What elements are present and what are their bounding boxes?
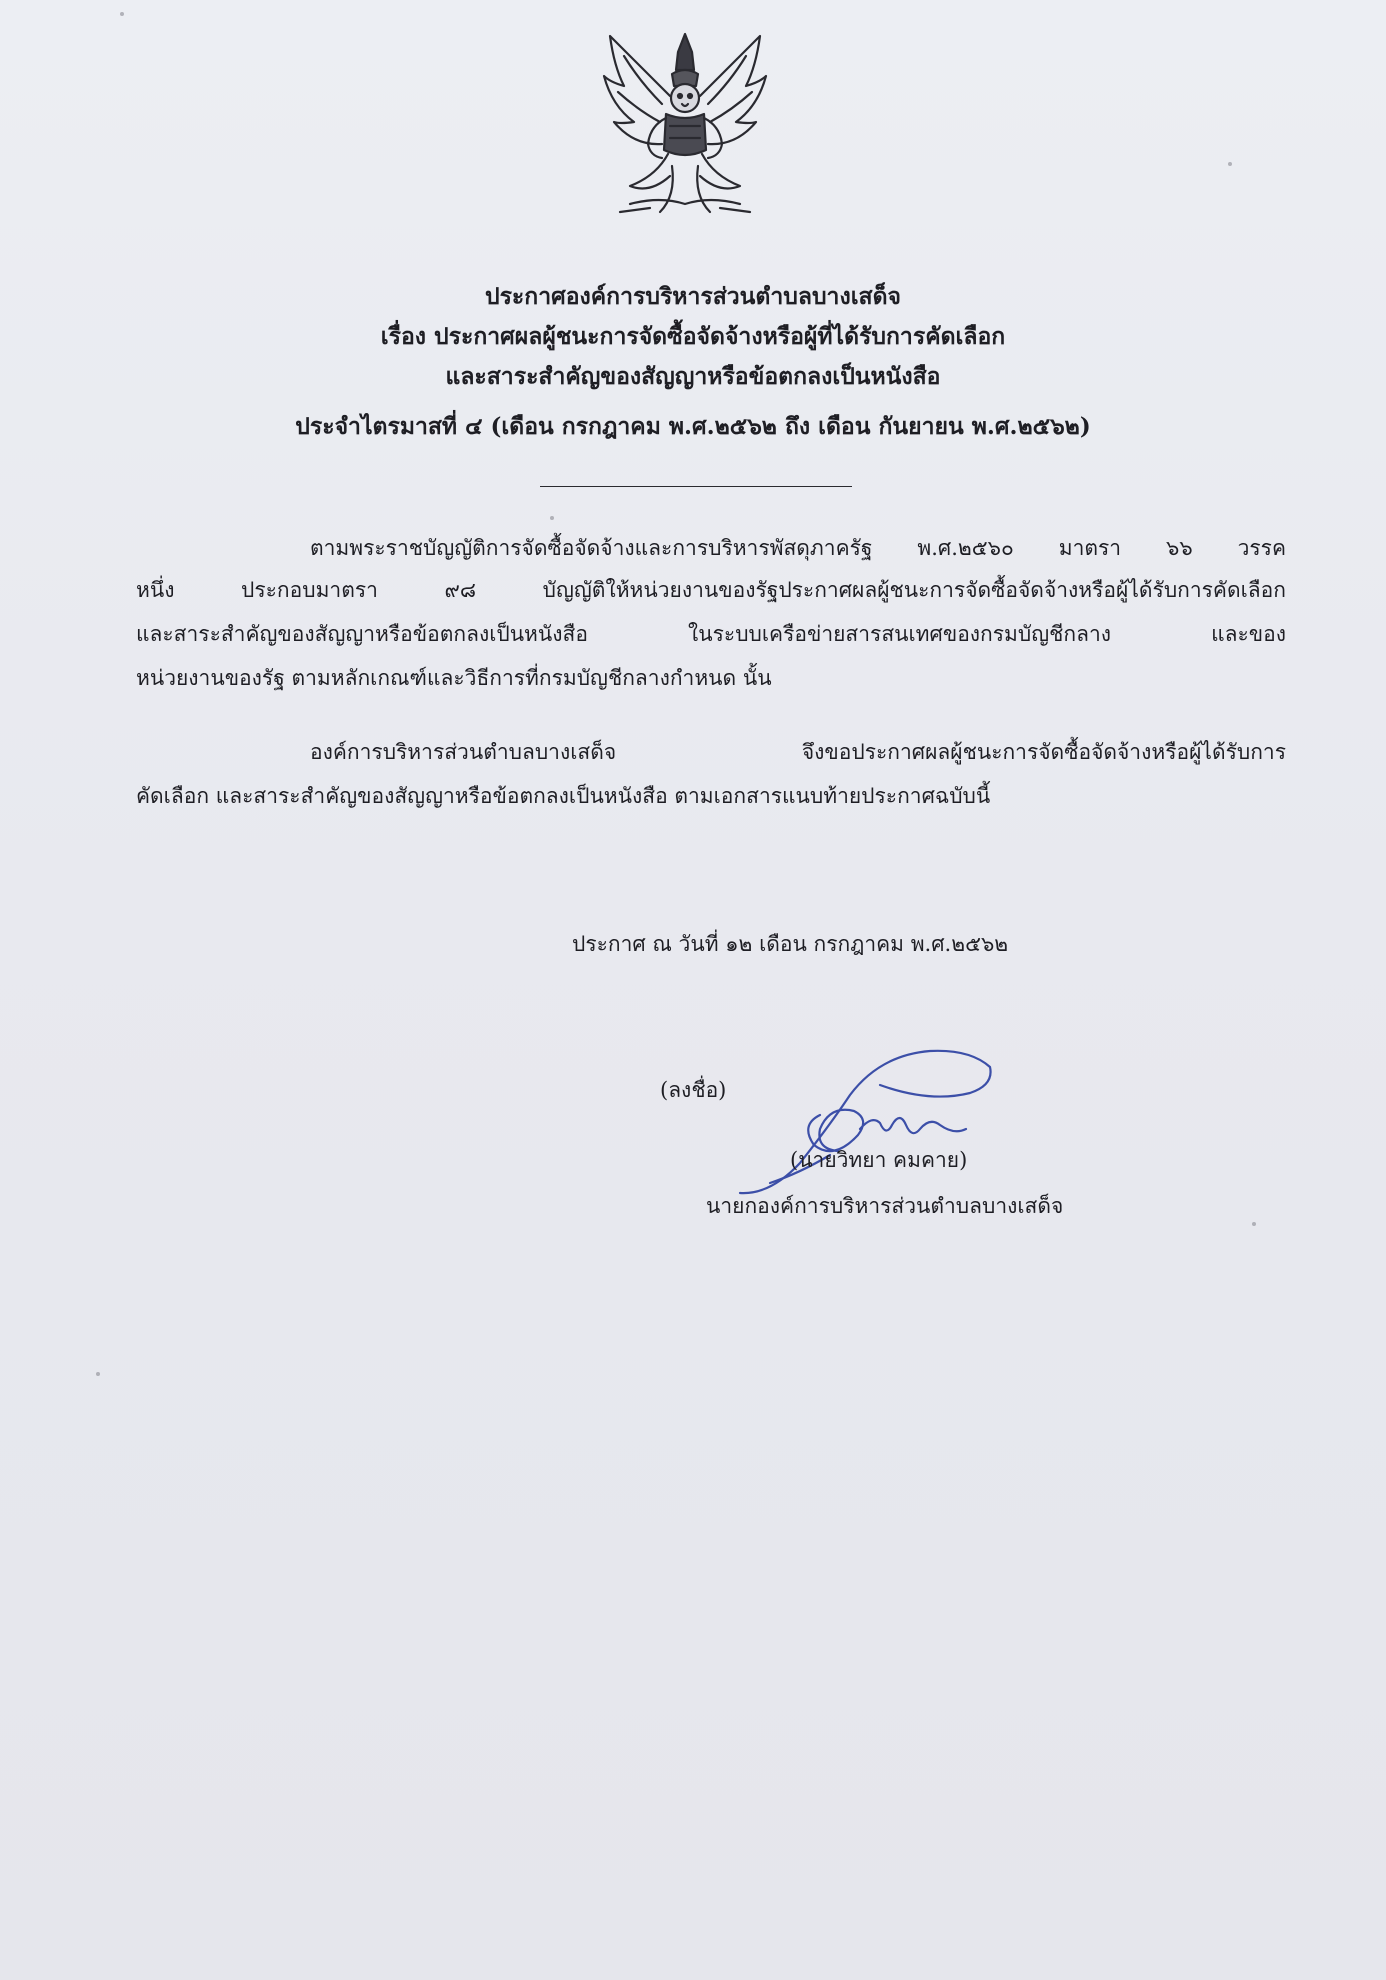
paragraph-2-line-1: องค์การบริหารส่วนตำบลบางเสด็จ จึงขอประกาศผลผู้ชนะการจัดซื้อจัดจ้างหรือผู้ได้รับการ <box>310 740 1286 764</box>
paper-speck <box>96 1372 100 1376</box>
paragraph-1-line-4: หน่วยงานของรัฐ ตามหลักเกณฑ์และวิธีการที่กรมบัญชีกลางกำหนด นั้น <box>136 666 772 690</box>
heading-line-2: เรื่อง ประกาศผลผู้ชนะการจัดซื้อจัดจ้างหรือผู้ที่ได้รับการคัดเลือก <box>380 323 1006 350</box>
paragraph-2-line-2: คัดเลือก และสาระสำคัญของสัญญาหรือข้อตกลงเป็นหนังสือ ตามเอกสารแนบท้ายประกาศฉบับนี้ <box>136 784 991 808</box>
paper-speck <box>120 12 124 16</box>
heading-divider <box>540 486 852 487</box>
signed-label: (ลงชื่อ) <box>660 1078 727 1102</box>
announcement-date: ประกาศ ณ วันที่ ๑๒ เดือน กรกฎาคม พ.ศ.๒๕๖๒ <box>572 932 1009 956</box>
paragraph-1-line-2: หนึ่ง ประกอบมาตรา ๙๘ บัญญัติให้หน่วยงานของรัฐประกาศผลผู้ชนะการจัดซื้อจัดจ้างหรือผู้ได้รับการคัดเลือก <box>136 578 1286 602</box>
paper-speck <box>1228 162 1232 166</box>
heading-line-1: ประกาศองค์การบริหารส่วนตำบลบางเสด็จ <box>484 283 902 310</box>
paper-speck <box>1252 1222 1256 1226</box>
heading-line-3: และสาระสำคัญของสัญญาหรือข้อตกลงเป็นหนังสือ <box>445 363 941 390</box>
garuda-emblem-icon <box>590 26 780 226</box>
signer-name: (นายวิทยา คมคาย) <box>790 1148 968 1172</box>
heading-line-4: ประจำไตรมาสที่ ๔ (เดือน กรกฎาคม พ.ศ.๒๕๖๒ ถึง เดือน กันยายน พ.ศ.๒๕๖๒) <box>295 413 1091 440</box>
handwritten-signature <box>730 1045 1000 1205</box>
paragraph-1-line-3: และสาระสำคัญของสัญญาหรือข้อตกลงเป็นหนังสือ ในระบบเครือข่ายสารสนเทศของกรมบัญชีกลาง และของ <box>136 622 1286 646</box>
paper-speck <box>550 516 554 520</box>
signer-position: นายกองค์การบริหารส่วนตำบลบางเสด็จ <box>706 1194 1064 1218</box>
paragraph-1-line-1: ตามพระราชบัญญัติการจัดซื้อจัดจ้างและการบริหารพัสดุภาครัฐ พ.ศ.๒๕๖๐ มาตรา ๖๖ วรรค <box>310 536 1286 560</box>
